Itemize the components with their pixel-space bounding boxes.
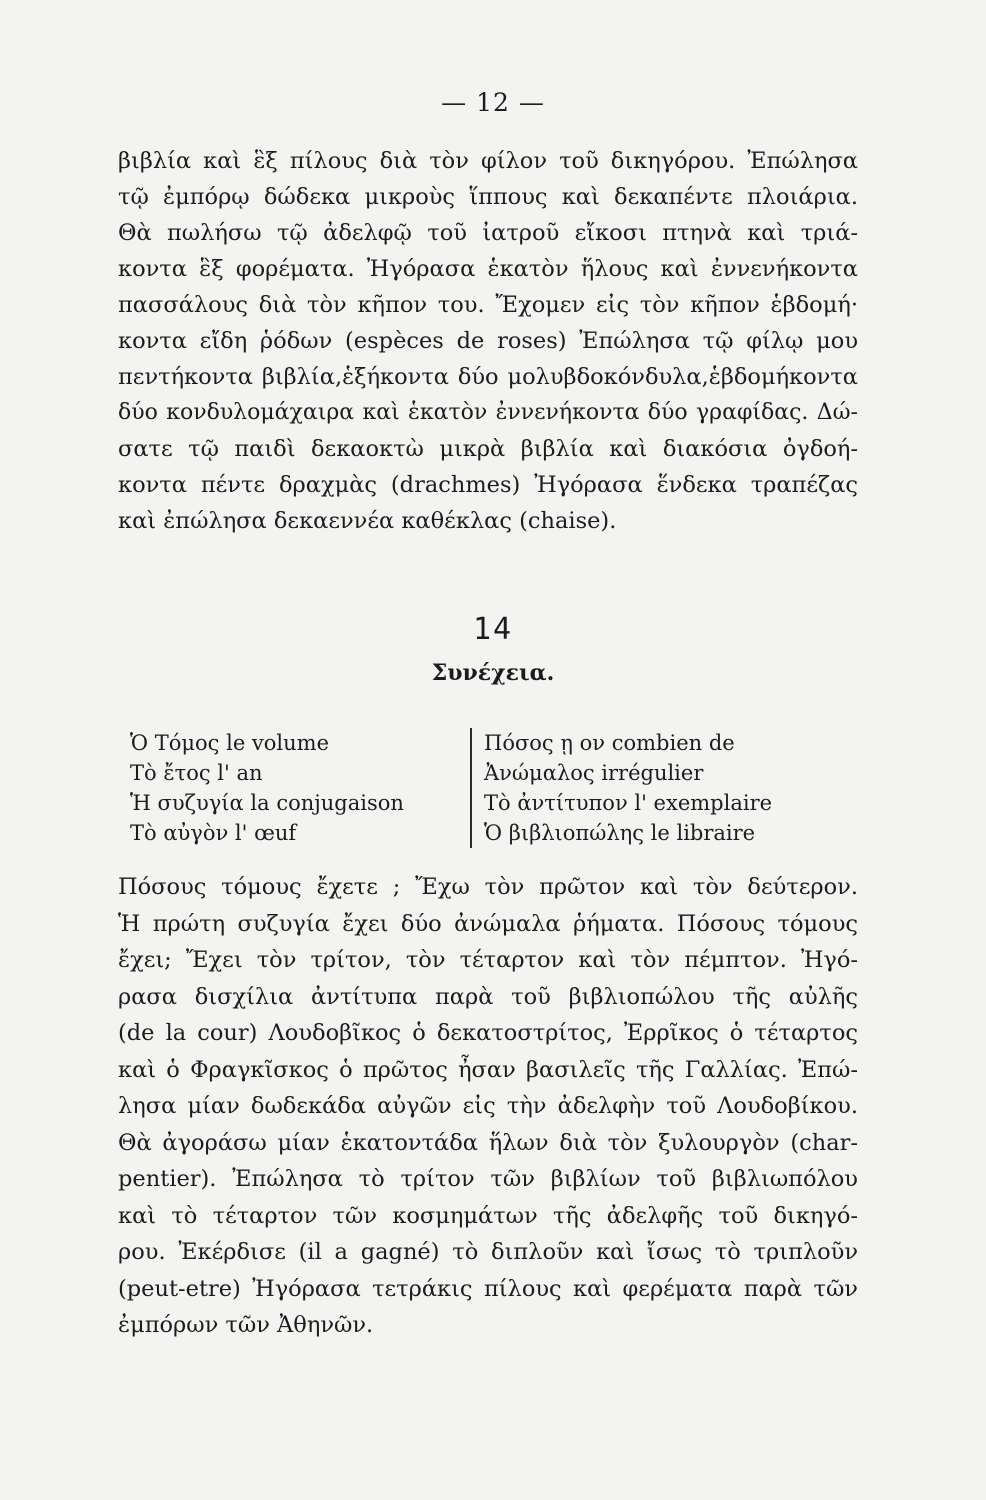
vocabulary-entry: Ἡ συζυγία la conjugaison	[130, 791, 404, 815]
text-line: λησα μίαν δωδεκάδα αὐγῶν εἰς τὴν ἀδελφὴν τοῦ Λουδοβίκου.	[118, 1093, 858, 1119]
text-line: pentier). Ἐπώλησα τὸ τρίτον τῶν βιβλίων τοῦ βιβλιωπόλου	[118, 1166, 858, 1192]
text-line: Πόσους τόμους ἔχετε ; Ἔχω τὸν πρῶτον καὶ τὸν δεύτερον.	[118, 874, 858, 900]
page-number: — 12 —	[441, 88, 545, 117]
text-line: καὶ τὸ τέταρτον τῶν κοσμημάτων τῆς ἀδελφῆς τοῦ δικηγό-	[118, 1202, 858, 1229]
paragraph-exercise-14	[118, 869, 858, 1344]
text-line: δύο κονδυλομάχαιρα καὶ ἑκατὸν ἐννενήκοντα δύο γραφίδας. Δώ-	[118, 400, 858, 425]
text-line: κοντα πέντε δραχμὰς (drachmes) Ἠγόρασα ἕνδεκα τραπέζας	[118, 472, 858, 498]
text-line: κοντα ἓξ φορέματα. Ἠγόρασα ἑκατὸν ἥλους καὶ ἐννενήκοντα	[118, 256, 858, 282]
text-line: καὶ ἐπώλησα δεκαεννέα καθέκλας (chaise).	[118, 508, 617, 534]
text-line: Θὰ ἀγοράσω μίαν ἑκατοντάδα ἥλων διὰ τὸν ξυλουργὸν (char-	[118, 1129, 858, 1156]
vocabulary-entry: Ὁ βιβλιοπώλης le libraire	[484, 821, 756, 845]
vocabulary-entry: Πόσος ῃ ον combien de	[484, 731, 735, 755]
vocabulary-entry: Ἀνώμαλος irrégulier	[484, 761, 704, 785]
vocabulary-right-column	[470, 728, 884, 848]
text-line: Ἡ πρώτη συζυγία ἔχει δύο ἀνώμαλα ῥήματα. Πόσους τόμους	[118, 910, 858, 937]
text-line: βιβλία καὶ ἓξ πίλους διὰ τὸν φίλον τοῦ δικηγόρου. Ἐπώλησα	[118, 148, 858, 174]
text-line: (de la cour) Λουδοβῖκος ὁ δεκατοστρίτος, Ἐρρῖκος ὁ τέταρτος	[118, 1020, 858, 1046]
text-line: ἔχει; Ἔχει τὸν τρίτον, τὸν τέταρτον καὶ τὸν πέμπτον. Ἠγό-	[118, 947, 858, 973]
text-line: σατε τῷ παιδὶ δεκαοκτὼ μικρὰ βιβλία καὶ διακόσια ὀγδοή-	[118, 436, 858, 462]
text-line: Θὰ πωλήσω τῷ ἀδελφῷ τοῦ ἰατροῦ εἴκοσι πτηνὰ καὶ τριά-	[118, 220, 858, 246]
text-line: πασσάλους διὰ τὸν κῆπον του. Ἔχομεν εἰς τὸν κῆπον ἑβδομή·	[118, 292, 858, 318]
paragraph-exercise-13	[118, 143, 858, 539]
section-title: Συνέχεια.	[431, 660, 555, 686]
text-line: ρασα δισχίλια ἀντίτυπα παρὰ τοῦ βιβλιοπώλου τῆς αὐλῆς	[118, 983, 858, 1010]
section-number: 14	[472, 612, 514, 647]
vocabulary-entry: Τὸ αὐγὸν l' œuf	[130, 821, 297, 845]
text-line: τῷ ἐμπόρῳ δώδεκα μικροὺς ἵππους καὶ δεκαπέντε πλοιάρια.	[118, 184, 858, 210]
text-line: ἐμπόρων τῶν Ἀθηνῶν.	[118, 1312, 374, 1338]
text-line: πεντήκοντα βιβλία,ἑξήκοντα δύο μολυβδοκόνδυλα,ἑβδομήκοντα	[118, 364, 858, 390]
vocabulary-entry: Τὸ ἀντίτυπον l' exemplaire	[484, 791, 773, 815]
vocabulary-left-column	[130, 728, 460, 848]
text-line: κοντα εἴδη ῥόδων (espèces de roses) Ἐπώλησα τῷ φίλῳ μου	[118, 328, 858, 354]
text-line: (peut-etre) Ἠγόρασα τετράκις πίλους καὶ φερέματα παρὰ τῶν	[118, 1275, 858, 1302]
text-line: ρου. Ἐκέρδισε (il a gagné) τὸ διπλοῦν καὶ ἴσως τὸ τριπλοῦν	[118, 1239, 858, 1265]
vocabulary-entry: Τὸ ἔτος l' an	[130, 761, 263, 785]
vocabulary-entry: Ὁ Τόμος le volume	[130, 731, 330, 755]
text-line: καὶ ὁ Φραγκῖσκος ὁ πρῶτος ἦσαν βασιλεῖς τῆς Γαλλίας. Ἐπώ-	[118, 1056, 858, 1083]
